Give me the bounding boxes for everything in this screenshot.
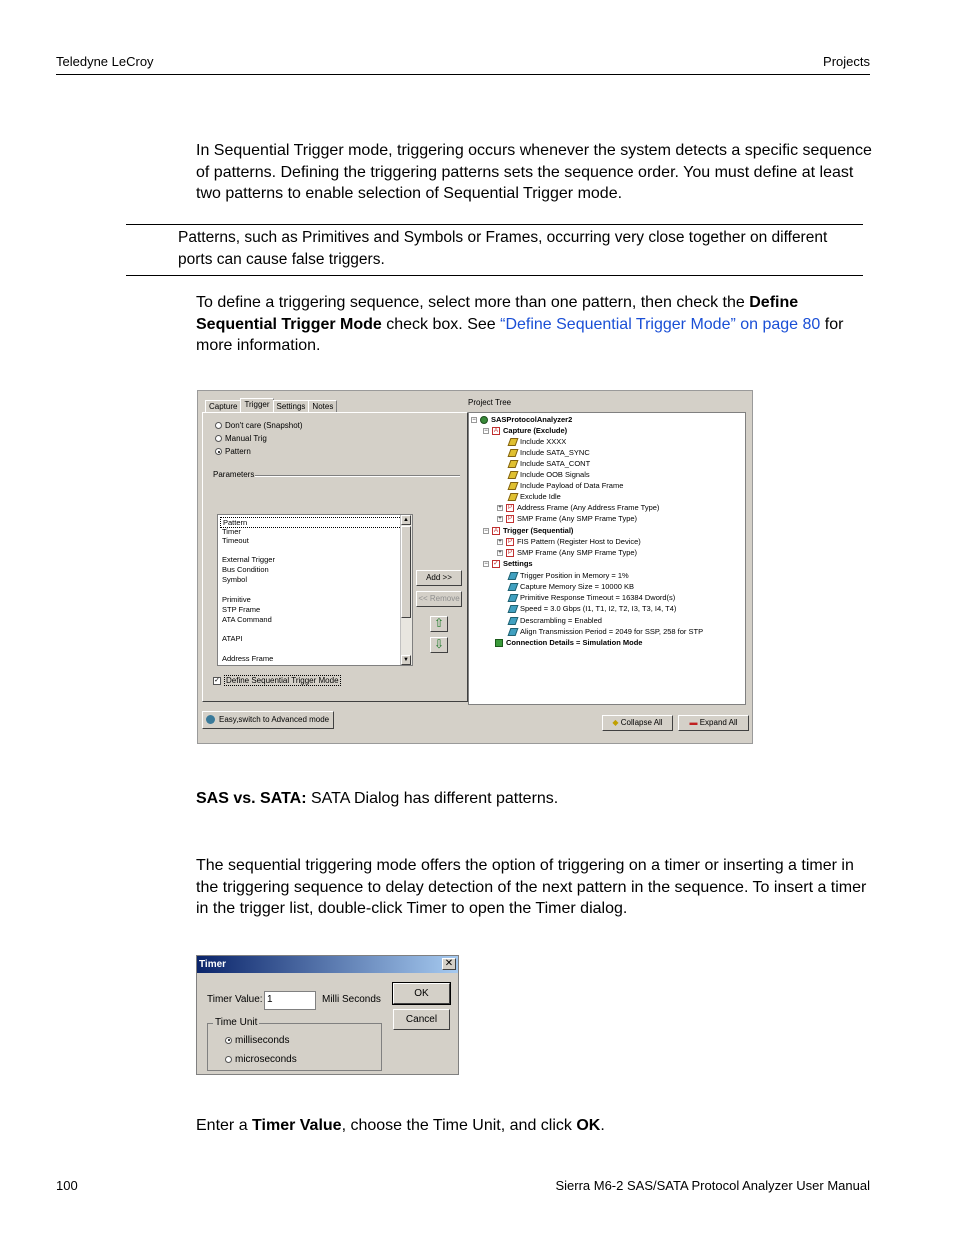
cross-reference-link[interactable]: “Define Sequential Trigger Mode” on page 80 <box>500 315 821 333</box>
expand-all-label: Expand All <box>699 718 738 727</box>
parameters-label: Parameters <box>213 470 255 479</box>
radio-label: milliseconds <box>235 1035 290 1046</box>
tree-label: Descrambling = Enabled <box>520 616 602 625</box>
tab-strip <box>205 398 336 412</box>
tree-node[interactable] <box>509 582 634 591</box>
tree-label: Connection Details = Simulation Mode <box>506 638 643 647</box>
list-item[interactable]: Timeout <box>222 536 249 545</box>
tree-node[interactable] <box>509 459 590 468</box>
tree-node-capture[interactable] <box>483 426 567 435</box>
scroll-down-icon[interactable]: ▼ <box>401 655 411 665</box>
tree-label: Trigger Position in Memory = 1% <box>520 571 629 580</box>
tab-notes[interactable]: Notes <box>308 400 337 412</box>
list-item[interactable]: ATA Command <box>222 615 272 624</box>
header-rule <box>56 74 870 75</box>
p-icon: P <box>507 516 512 523</box>
tree-label: Trigger (Sequential) <box>503 526 574 535</box>
scroll-thumb[interactable] <box>401 526 411 618</box>
advanced-mode-button[interactable] <box>202 711 334 729</box>
list-scrollbar[interactable] <box>400 515 412 665</box>
tree-node[interactable] <box>509 604 676 613</box>
collapse-all-label: Collapse All <box>620 718 663 727</box>
tree-node[interactable] <box>509 481 623 490</box>
note-text: Patterns, such as Primitives and Symbols or Frames, occurring very close together on different ports can cause false triggers. <box>178 229 828 268</box>
pen-blue-icon <box>508 572 519 580</box>
pen-blue-icon <box>508 594 519 602</box>
radio-pattern[interactable] <box>215 447 251 456</box>
p-icon: P <box>507 505 512 512</box>
sas-sata-note <box>196 788 558 810</box>
trigger-panel <box>202 412 468 702</box>
tree-label: Include Payload of Data Frame <box>520 481 624 490</box>
tree-label: Align Transmission Period = 2049 for SSP, 258 for STP <box>520 627 704 636</box>
tree-label: Address Frame (Any Address Frame Type) <box>517 503 660 512</box>
tree-label: Include SATA_SYNC <box>520 448 590 457</box>
radio-dont-care[interactable] <box>215 421 303 430</box>
pen-blue-icon <box>508 617 519 625</box>
collapse-all-button[interactable] <box>602 715 673 731</box>
parameters-divider <box>255 475 460 477</box>
project-dialog <box>197 390 753 744</box>
tree-node-connection[interactable] <box>495 638 642 647</box>
move-up-icon[interactable]: ⇧ <box>430 616 448 632</box>
tree-node-settings[interactable] <box>483 559 533 568</box>
tree-node[interactable] <box>509 593 675 602</box>
radio-label: microseconds <box>235 1054 297 1065</box>
tree-label: SMP Frame (Any SMP Frame Type) <box>517 514 638 523</box>
tree-label: SMP Frame (Any SMP Frame Type) <box>517 548 638 557</box>
pen-icon <box>508 449 519 457</box>
close-icon[interactable]: ✕ <box>442 958 456 970</box>
tree-node[interactable] <box>497 537 641 546</box>
list-item[interactable]: STP Frame <box>222 605 261 614</box>
note-bottom-rule <box>126 275 863 276</box>
cancel-button[interactable]: Cancel <box>393 1009 450 1030</box>
radio-milliseconds[interactable] <box>225 1035 289 1046</box>
pen-blue-icon <box>508 628 519 636</box>
tree-node[interactable] <box>509 448 590 457</box>
collapse-icon[interactable]: − <box>484 561 488 568</box>
checkbox-checked-icon: ✓ <box>214 676 220 684</box>
tree-node[interactable] <box>509 470 590 479</box>
expand-all-button[interactable] <box>678 715 749 731</box>
timer-dialog-title: Timer <box>197 956 458 973</box>
p-icon: P <box>507 539 512 546</box>
tree-label: FIS Pattern (Register Host to Device) <box>517 537 641 546</box>
tree-node[interactable] <box>509 616 602 625</box>
radio-icon <box>225 1056 232 1063</box>
scroll-up-icon[interactable]: ▲ <box>401 515 411 525</box>
list-item[interactable]: Primitive <box>222 595 251 604</box>
define-sequence-paragraph <box>196 292 872 357</box>
para2-text: To define a triggering sequence, select more than one pattern, then check the <box>196 294 750 311</box>
pen-icon <box>508 460 519 468</box>
para2-bold: Define Sequential Trigger Mode <box>196 294 799 333</box>
pen-icon <box>508 493 519 501</box>
tree-node[interactable] <box>497 548 637 557</box>
tree-node[interactable] <box>497 503 659 512</box>
switch-mode-icon <box>206 715 215 724</box>
collapse-all-icon: ◆ <box>612 718 619 727</box>
para2-text-end: for more information. <box>196 315 844 354</box>
advanced-mode-label: Easy,switch to Advanced mode <box>219 715 330 724</box>
list-item[interactable]: Pattern <box>220 517 402 528</box>
a-icon: A <box>493 528 498 535</box>
tree-label: Include XXXX <box>520 437 567 446</box>
note-top-rule <box>126 224 863 225</box>
radio-icon <box>215 422 222 429</box>
header-right: Projects <box>823 54 870 69</box>
radio-manual-trig[interactable] <box>215 434 267 443</box>
para4-bold-timer-value: Timer Value <box>252 1117 342 1134</box>
pen-icon <box>508 471 519 479</box>
remove-button[interactable]: << Remove <box>416 591 462 607</box>
list-item[interactable]: ATAPI <box>222 634 243 643</box>
tree-label: SASProtocolAnalyzer2 <box>491 415 573 424</box>
para4-text-end: . <box>600 1117 605 1134</box>
collapse-icon[interactable]: − <box>472 417 476 424</box>
tree-label: Speed = 3.0 Gbps (I1, T1, I2, T2, I3, T3, I4, T4) <box>520 604 677 613</box>
expand-icon[interactable]: + <box>498 550 502 557</box>
collapse-icon[interactable]: − <box>484 428 488 435</box>
timer-dialog <box>196 955 459 1075</box>
time-unit-group <box>207 1017 382 1071</box>
tree-node[interactable] <box>509 627 703 636</box>
sas-sata-label: SAS vs. SATA: <box>196 790 307 807</box>
define-sequential-checkbox[interactable] <box>213 676 341 685</box>
pattern-listbox[interactable] <box>217 514 413 666</box>
radio-selected-icon <box>215 448 222 455</box>
page-number: 100 <box>56 1178 78 1193</box>
tab-trigger[interactable]: Trigger <box>240 398 273 412</box>
timer-instruction <box>196 1115 605 1137</box>
tree-node-root[interactable] <box>471 415 572 424</box>
tab-capture[interactable]: Capture <box>205 400 241 412</box>
para4-text-mid: , choose the Time Unit, and click <box>341 1117 577 1134</box>
tree-label: Include SATA_CONT <box>520 459 591 468</box>
pen-blue-icon <box>508 583 519 591</box>
tree-node[interactable] <box>509 571 629 580</box>
time-unit-label: Time Unit <box>215 1017 258 1028</box>
settings-icon: ✓ <box>493 560 499 568</box>
tree-node-trigger[interactable] <box>483 526 573 535</box>
expand-icon[interactable]: + <box>498 539 502 546</box>
radio-selected-icon <box>225 1037 232 1044</box>
tree-node[interactable] <box>509 437 566 446</box>
root-icon <box>480 416 488 424</box>
collapse-icon[interactable]: − <box>484 528 488 535</box>
radio-label: Manual Trig <box>225 434 267 443</box>
list-item[interactable]: External Trigger <box>222 555 275 564</box>
tree-label: Exclude Idle <box>520 492 561 501</box>
para2-text-mid: check box. See <box>381 315 501 333</box>
list-item[interactable]: Symbol <box>222 575 248 584</box>
move-down-icon[interactable]: ⇩ <box>430 637 448 653</box>
pen-icon <box>508 438 519 446</box>
radio-icon <box>215 435 222 442</box>
radio-label: Pattern <box>225 447 251 456</box>
radio-label: Don't care (Snapshot) <box>225 421 303 430</box>
tree-label: Include OOB Signals <box>520 470 590 479</box>
ok-button[interactable]: OK <box>393 983 450 1004</box>
para4-text: Enter a <box>196 1117 253 1134</box>
intro-paragraph: In Sequential Trigger mode, triggering occurs whenever the system detects a specific sequence of patterns. Defining the triggering patterns sets the sequence order. You must define at least two patterns to enable selection of Sequential Trigger mode. <box>196 142 872 202</box>
tree-label: Settings <box>503 559 533 568</box>
tree-label: Primitive Response Timeout = 16384 Dword(s) <box>520 593 676 602</box>
header-left: Teledyne LeCroy <box>56 54 154 69</box>
checkbox-label: Define Sequential Trigger Mode <box>226 676 339 685</box>
tree-node[interactable] <box>509 492 561 501</box>
timer-value-label: Timer Value: <box>207 994 263 1005</box>
list-item[interactable]: Timer <box>222 527 241 536</box>
project-tree[interactable] <box>468 412 746 705</box>
pen-icon <box>508 482 519 490</box>
add-button[interactable]: Add >> <box>416 570 462 586</box>
pen-blue-icon <box>508 605 519 613</box>
expand-icon[interactable]: + <box>498 516 502 523</box>
tree-label: Capture Memory Size = 10000 KB <box>520 582 635 591</box>
tab-settings[interactable]: Settings <box>273 400 310 412</box>
p-icon: P <box>507 550 512 557</box>
radio-microseconds[interactable] <box>225 1054 297 1065</box>
timer-paragraph: The sequential triggering mode offers the option of triggering on a timer or inserting a timer in the triggering sequence to delay detection of the next pattern in the sequence. To insert a timer in the trigger list, double-click Timer to open the Timer dialog. <box>196 857 867 917</box>
list-item[interactable]: Address Frame <box>222 654 274 663</box>
connection-icon <box>495 639 503 647</box>
para4-bold-ok: OK <box>576 1117 601 1134</box>
footer-title: Sierra M6-2 SAS/SATA Protocol Analyzer User Manual <box>555 1178 870 1193</box>
expand-all-icon: ▬ <box>689 718 698 727</box>
a-icon: A <box>493 428 498 435</box>
list-item[interactable]: Bus Condition <box>222 565 269 574</box>
project-tree-label: Project Tree <box>468 398 512 407</box>
tree-node[interactable] <box>497 514 637 523</box>
sas-sata-text: SATA Dialog has different patterns. <box>306 790 559 807</box>
tree-label: Capture (Exclude) <box>503 426 568 435</box>
expand-icon[interactable]: + <box>498 505 502 512</box>
units-label: Milli Seconds <box>322 994 381 1005</box>
timer-value-input[interactable]: 1 <box>264 991 316 1010</box>
